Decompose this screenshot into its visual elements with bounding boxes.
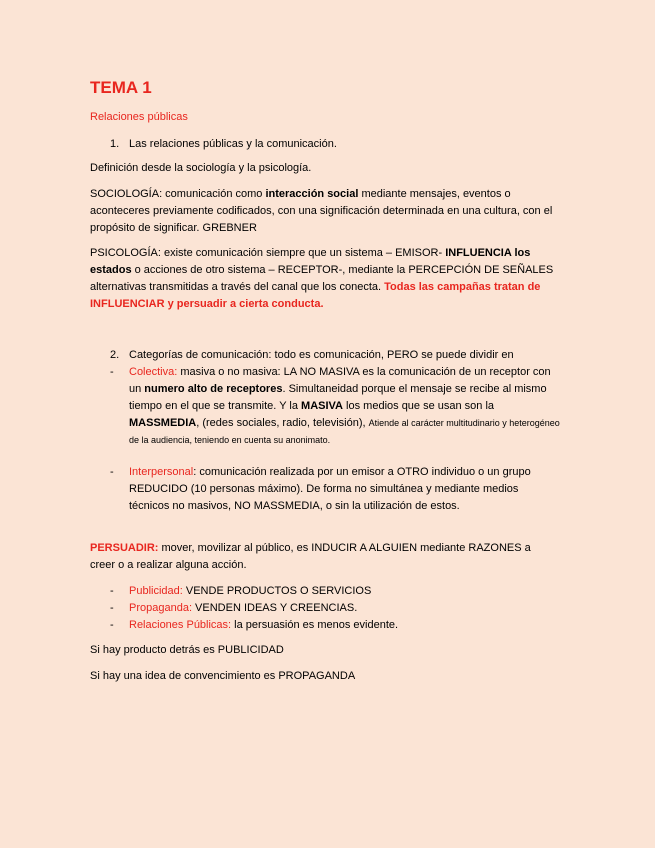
note-propaganda: Si hay una idea de convencimiento es PROPAGANDA [90, 670, 356, 682]
definition-line: Definición desde la sociología y la psicología. [90, 162, 312, 174]
bullet-dash: - [110, 619, 114, 631]
list-item-text: Categorías de comunicación: todo es comunicación, PERO se puede dividir en [129, 349, 514, 361]
page-title: TEMA 1 [90, 78, 152, 97]
bullet-dash: - [110, 585, 114, 597]
numbered-item-1 [110, 136, 560, 153]
bullet-relaciones-publicas: - Relaciones Públicas: la persuasión es menos evidente. [110, 617, 560, 634]
bullet-colectiva [110, 364, 560, 449]
highlight-text: Todas las campañas tratan de INFLUENCIAR y persuadir a cierta conducta. [90, 281, 541, 310]
persuadir-paragraph: PERSUADIR: mover, movilizar al público, es INDUCIR A ALGUIEN mediante RAZONES a creer o a realizar alguna acción. [90, 542, 531, 571]
numbered-item-2 [110, 347, 560, 364]
bullet-dash: - [110, 366, 114, 378]
bullet-propaganda: - Propaganda: VENDEN IDEAS Y CREENCIAS. [110, 600, 560, 617]
bullet-interpersonal [110, 464, 560, 515]
list-number: 1. [110, 138, 120, 150]
list-item-text: Las relaciones públicas y la comunicación. [129, 138, 337, 150]
sociologia-paragraph: SOCIOLOGÍA: comunicación como interacción social mediante mensajes, eventos o aconteceres previamente codificados, con una significación determinada en una cultura, con el propósito de significar. GREBNER [90, 188, 553, 234]
note-publicidad: Si hay producto detrás es PUBLICIDAD [90, 644, 284, 656]
list-number: 2. [110, 349, 120, 361]
psicologia-paragraph: PSICOLOGÍA: existe comunicación siempre que un sistema – EMISOR- INFLUENCIA los estados o acciones de otro sistema – RECEPTOR-, mediante la PERCEPCIÓN DE SEÑALES alternativas transmitidas a través del canal que los conecta. Todas las campañas tratan de INFLUENCIAR y persuadir a cierta conducta. [90, 247, 554, 310]
interpersonal-text: Interpersonal: comunicación realizada por un emisor a OTRO individuo o un grupo REDUCIDO (10 personas máximo). De forma no simultánea y mediante medios técnicos no masivos, NO MASSMEDIA, o sin la utilización de estos. [129, 466, 531, 512]
section-subtitle: Relaciones públicas [90, 111, 188, 123]
bullet-dash: - [110, 466, 114, 478]
colectiva-text: Colectiva: masiva o no masiva: LA NO MASIVA es la comunicación de un receptor con un numero alto de receptores. Simultaneidad porque el mensaje se recibe al mismo tiempo en el que se transmite. Y la MASIVA los medios que se usan son la MASSMEDIA, (redes sociales, radio, televisión), Atiende al carácter multitudinario y heterogéneo de la audiencia, teniendo en cuenta su anonimato. [129, 366, 560, 445]
bullet-publicidad: - Publicidad: VENDE PRODUCTOS O SERVICIOS [110, 583, 560, 600]
bullet-dash: - [110, 602, 114, 614]
